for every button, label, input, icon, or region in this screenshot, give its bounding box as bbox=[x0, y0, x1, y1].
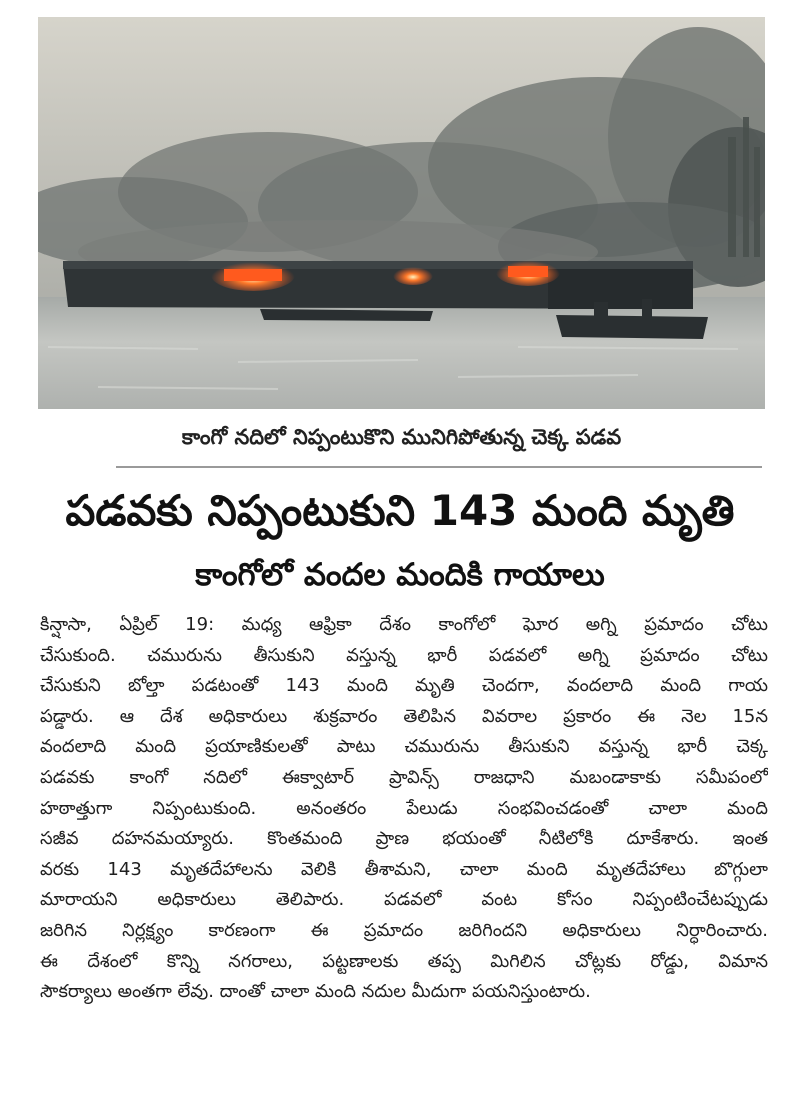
body-line: జరిగిన నిర్లక్ష్యం కారణంగా ఈ ప్రమాదం జరిగిందని అధికారులు నిర్ధారించారు. bbox=[40, 919, 768, 941]
body-line: హఠాత్తుగా నిప్పంటుకుంది. అనంతరం పేలుడు సంభవించడంతో చాలా మంది bbox=[40, 797, 768, 819]
photo-caption: కాంగో నదిలో నిప్పంటుకొని మునిగిపోతున్న చెక్క పడవ bbox=[181, 425, 622, 449]
article-headline: పడవకు నిప్పంటుకుని 143 మంది మృతి bbox=[65, 486, 735, 535]
caption-divider bbox=[116, 466, 762, 468]
body-line: ఈ దేశంలో కొన్ని నగరాలు, పట్టణాలకు తప్ప మిగిలిన చోట్లకు రోడ్డు, విమాన bbox=[40, 950, 768, 972]
boat-fire-illustration bbox=[38, 17, 765, 409]
article-subheadline: కాంగోలో వందల మందికి గాయాలు bbox=[195, 557, 605, 593]
news-photo-boat-fire bbox=[38, 17, 765, 409]
article-body bbox=[40, 610, 768, 1100]
body-line: పడవకు కాంగో నదిలో ఈక్వాటార్ ప్రావిన్స్ రాజధాని మబండాకాకు సమీపంలో bbox=[40, 766, 768, 788]
body-line: సౌకర్యాలు అంతగా లేవు. దాంతో చాలా మంది నదుల మీదుగా పయనిస్తుంటారు. bbox=[40, 981, 591, 1003]
body-line: వందలాది మంది ప్రయాణికులతో పాటు చమురును తీసుకుని వస్తున్న భారీ చెక్క bbox=[40, 736, 768, 758]
body-line: కిన్షాసా, ఏప్రిల్ 19: మధ్య ఆఫ్రికా దేశం కాంగోలో ఘోర అగ్ని ప్రమాదం చోటు bbox=[40, 614, 768, 635]
body-line: మారాయని అధికారులు తెలిపారు. పడవలో వంట కోసం నిప్పంటించేటప్పుడు bbox=[40, 889, 768, 911]
body-line: చేసుకుంది. చమురును తీసుకుని వస్తున్న భారీ పడవలో అగ్ని ప్రమాదం చోటు bbox=[40, 644, 768, 666]
body-line: పడ్డారు. ఆ దేశ అధికారులు శుక్రవారం తెలిపిన వివరాల ప్రకారం ఈ నెల 15న bbox=[40, 705, 768, 727]
body-line: వరకు 143 మృతదేహాలను వెలికి తీశామని, చాలా మంది మృతదేహాలు బొగ్గులా bbox=[40, 858, 768, 880]
burning-barge bbox=[63, 261, 693, 309]
body-line: సజీవ దహనమయ్యారు. కొంతమంది ప్రాణ భయంతో నీటిలోకి దూకేశారు. ఇంత bbox=[40, 828, 768, 850]
body-line: చేసుకుని బోల్తా పడటంతో 143 మంది మృతి చెందగా, వందలాది మంది గాయ bbox=[40, 675, 768, 697]
